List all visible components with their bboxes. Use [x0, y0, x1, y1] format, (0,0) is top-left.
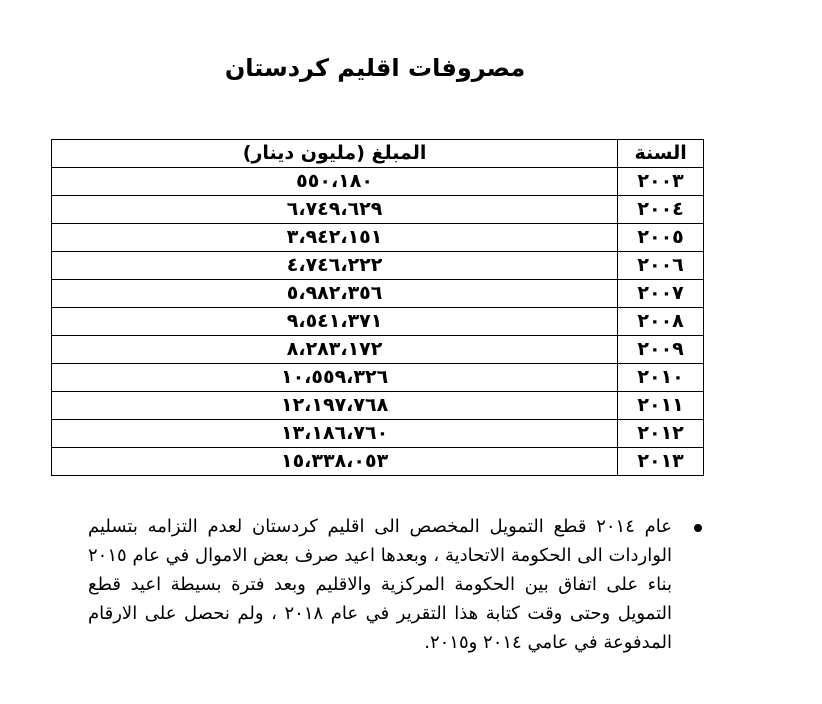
table-header-row: [52, 140, 704, 168]
table-row: [52, 252, 704, 280]
amount-cell: [52, 308, 618, 336]
page-title: مصروفات اقليم كردستان: [224, 54, 526, 82]
amount-cell: [52, 364, 618, 392]
table-row: [52, 336, 704, 364]
year-cell: ٢٠٠٥: [618, 224, 704, 252]
amount-cell: [52, 448, 618, 476]
table-row: [52, 420, 704, 448]
expenditure-table: [51, 139, 704, 476]
table-row: [52, 224, 704, 252]
amount-cell: [52, 420, 618, 448]
amount-column-header: [52, 140, 618, 168]
table-row: [52, 392, 704, 420]
table-row: [52, 308, 704, 336]
amount-cell: [52, 252, 618, 280]
amount-value: ٨،٢٨٣،١٧٢: [286, 338, 383, 360]
year-cell: ٢٠٠٨: [618, 308, 704, 336]
year-cell: ٢٠٠٩: [618, 336, 704, 364]
amount-value: ١٥،٣٣٨،٠٥٣: [280, 450, 389, 472]
table-row: [52, 364, 704, 392]
year-cell: ٢٠٠٤: [618, 196, 704, 224]
year-cell: ٢٠١١: [618, 392, 704, 420]
year-cell: ٢٠٠٦: [618, 252, 704, 280]
amount-value: ٥،٩٨٢،٣٥٦: [286, 282, 383, 304]
amount-value: ٥٥٠،١٨٠: [296, 170, 373, 192]
table-row: [52, 448, 704, 476]
amount-cell: [52, 196, 618, 224]
amount-cell: [52, 392, 618, 420]
year-cell: ٢٠١٢: [618, 420, 704, 448]
bullet-dot-icon: [694, 524, 702, 532]
amount-cell: [52, 280, 618, 308]
amount-cell: [52, 168, 618, 196]
amount-column-header-label: المبلغ (مليون دينار): [242, 142, 427, 164]
year-column-header: السنة: [618, 140, 704, 168]
amount-value: ١٣،١٨٦،٧٦٠: [280, 422, 389, 444]
year-cell: ٢٠١٠: [618, 364, 704, 392]
amount-value: ٩،٥٤١،٣٧١: [286, 310, 383, 332]
table-row: [52, 196, 704, 224]
table-row: [52, 280, 704, 308]
amount-value: ١٠،٥٥٩،٣٢٦: [280, 366, 389, 388]
amount-value: ١٢،١٩٧،٧٦٨: [280, 394, 389, 416]
year-cell: ٢٠٠٣: [618, 168, 704, 196]
amount-value: ٣،٩٤٢،١٥١: [286, 226, 383, 248]
note-paragraph: عام ٢٠١٤ قطع التمويل المخصص الى اقليم كردستان لعدم التزامه بتسليم الواردات الى الحكومة الاتحادية ، وبعدها اعيد صرف بعض الاموال في عام ٢٠١٥ بناء على اتفاق بين الحكومة المركزية والاقليم وبعد فترة بسيطة اعيد قطع التمويل وحتى وقت كتابة هذا التقرير في عام ٢٠١٨ ، ولم نحصل على الارقام المدفوعة في عامي ٢٠١٤ و٢٠١٥.: [88, 516, 672, 653]
amount-cell: [52, 224, 618, 252]
amount-value: ٤،٧٤٦،٢٢٢: [286, 254, 383, 276]
table-row: [52, 168, 704, 196]
amount-cell: [52, 336, 618, 364]
note-bullet: [80, 512, 710, 657]
amount-value: ٦،٧٤٩،٦٢٩: [286, 198, 383, 220]
year-cell: ٢٠١٣: [618, 448, 704, 476]
year-cell: ٢٠٠٧: [618, 280, 704, 308]
